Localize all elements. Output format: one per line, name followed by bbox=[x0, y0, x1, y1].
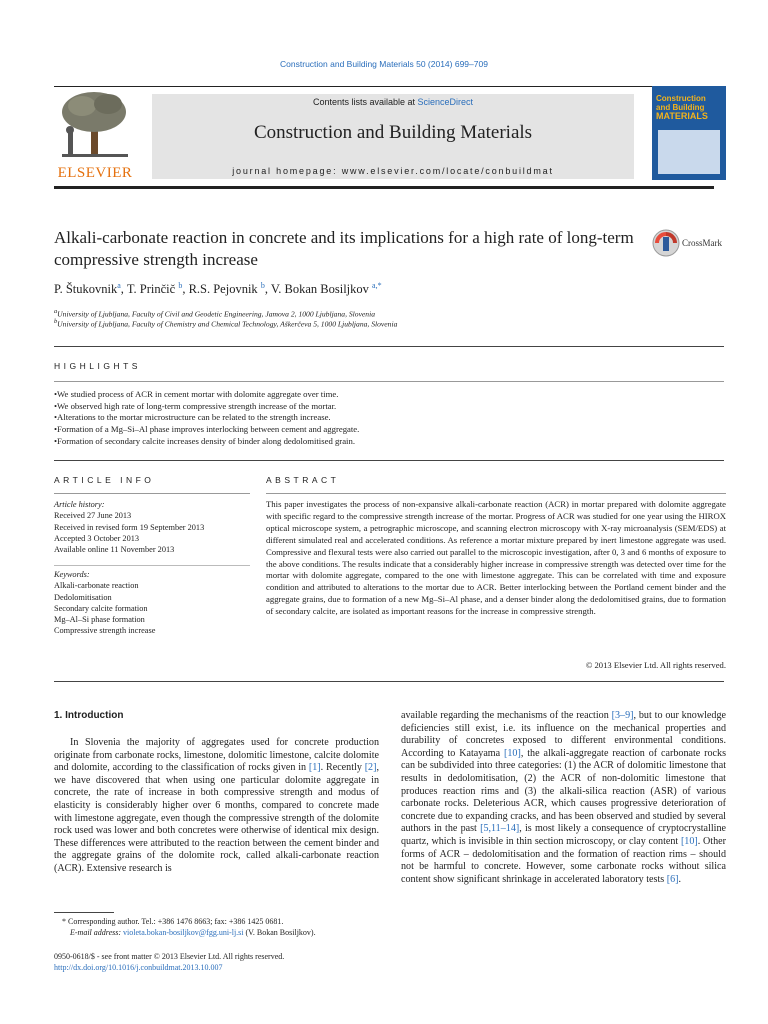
affiliation-marker[interactable]: a,* bbox=[372, 281, 382, 290]
section-rule bbox=[54, 381, 724, 382]
contents-prefix: Contents lists available at bbox=[312, 97, 418, 107]
highlight-item: • Formation of secondary calcite increases density of binder along dedolomitised grain. bbox=[54, 436, 734, 448]
author-name: T. Prinčič bbox=[126, 282, 176, 297]
journal-cover-thumbnail[interactable] bbox=[652, 86, 726, 180]
author-name: V. Bokan Bosiljkov bbox=[270, 282, 369, 297]
abstract-heading: ABSTRACT bbox=[266, 475, 340, 485]
crossmark-icon bbox=[652, 229, 680, 257]
affiliation-sup: a bbox=[54, 308, 58, 315]
keyword: Mg–Al–Si phase formation bbox=[54, 615, 145, 625]
section-rule bbox=[54, 460, 724, 461]
author-name: P. Štukovnik bbox=[54, 282, 118, 297]
affiliation-marker[interactable]: b bbox=[178, 281, 183, 290]
header-top-rule bbox=[54, 86, 714, 87]
header-bottom-rule bbox=[54, 186, 714, 189]
body-text: , is most likely a consequence of cryptocrystalline quartz, which is invisible in thin section microscopy, or clay content bbox=[401, 823, 726, 847]
footnote bbox=[54, 916, 384, 938]
corresponding-text: Corresponding author. Tel.: +386 1476 8663; fax: +386 1425 0681. bbox=[68, 917, 284, 926]
reference-link[interactable]: [3–9] bbox=[611, 710, 634, 721]
affiliation-text: University of Ljubljana, Faculty of Civil and Geodetic Engineering, Jamova 2, 1000 Ljubljana, Slovenia bbox=[57, 309, 376, 319]
history-entry: Received 27 June 2013 bbox=[54, 511, 132, 521]
doi-link[interactable]: http://dx.doi.org/10.1016/j.conbuildmat.2013.10.007 bbox=[54, 963, 223, 972]
elsevier-wordmark: ELSEVIER bbox=[57, 165, 133, 181]
highlights-heading: HIGHLIGHTS bbox=[54, 361, 141, 371]
affiliation bbox=[54, 308, 375, 319]
keyword: Alkali-carbonate reaction bbox=[54, 581, 139, 591]
reference-link[interactable]: [2] bbox=[364, 762, 377, 774]
keyword: Compressive strength increase bbox=[54, 626, 156, 636]
cover-title: Construction and Building MATERIALS bbox=[656, 94, 708, 121]
keyword: Dedolomitisation bbox=[54, 592, 112, 602]
section-rule bbox=[54, 681, 724, 682]
body-column-right bbox=[401, 710, 726, 886]
history-entry: Accepted 3 October 2013 bbox=[54, 533, 140, 543]
body-text: , we have discovered that when using one particular dolomite aggregate in concrete, the rate of increase in both compressive strength and modus of elasticity is considerably higher over 6 months, compared to concrete made with limestone aggregate, even though the compressive strength of the dolomite rock used was lower and both concretes were otherwise of identical mix design. These differences were attributed to the reaction between the cement binder and the aggregate grains of the dolomite rock, called alkali-carbonate reaction (ACR). Extensive research is bbox=[54, 762, 379, 874]
contents-line bbox=[152, 97, 634, 107]
reference-link[interactable]: [1] bbox=[308, 762, 321, 774]
highlight-item: • We observed high rate of long-term compressive strength increase of the mortar. bbox=[54, 401, 734, 413]
author-list: P. Štukovnik$^a$, T. Prinčič $^b$, R.S. Pejovnik $^b$, V. Bokan Bosiljkov $^{a,*}$ bbox=[54, 281, 382, 297]
article-info-heading: ARTICLE INFO bbox=[54, 475, 155, 485]
reference-link[interactable]: [10] bbox=[680, 835, 698, 847]
affiliation-marker[interactable]: b bbox=[260, 281, 265, 290]
email-link[interactable]: violeta.bokan-bosiljkov@fgg.uni-lj.si bbox=[123, 928, 244, 937]
paragraph bbox=[401, 710, 726, 886]
highlight-item: • We studied process of ACR in cement mortar with dolomite aggregate over time. bbox=[54, 389, 734, 401]
body-column-left bbox=[54, 737, 379, 876]
section-heading-introduction: 1. Introduction bbox=[54, 710, 124, 721]
journal-homepage[interactable]: journal homepage: www.elsevier.com/locate/conbuildmat bbox=[232, 166, 554, 176]
highlight-item: • Alterations to the mortar microstructure can be related to the strength increase. bbox=[54, 412, 734, 424]
info-divider bbox=[54, 565, 250, 566]
highlight-item: • Formation of a Mg–Si–Al phase improves interlocking between cement and aggregate. bbox=[54, 424, 734, 436]
body-text: , the alkali-aggregate reaction of carbonate rocks can be subdivided into three categories: (1) the ACR of dolomitic limestone that results in dedolomitisation, (2) the ACR of non-dolomitic limestone that produces reaction rims and (3) the alkali-silica reaction (ASR) of various carbonate rocks. Deleterious ACR, which causes progressive deterioration of concrete due to expanding cracks, and has been observed and studied by several authors in the past bbox=[401, 747, 726, 835]
crossmark-label: CrossMark bbox=[682, 238, 722, 248]
paragraph bbox=[54, 737, 379, 876]
affiliation-marker[interactable]: a bbox=[117, 281, 121, 290]
info-rule bbox=[54, 493, 250, 494]
highlights-list bbox=[54, 389, 734, 448]
body-text: . Recently bbox=[320, 762, 365, 774]
reference-link[interactable]: [5,11–14] bbox=[480, 823, 520, 835]
body-text: In Slovenia the majority of aggregates used for concrete production originate from carbonate rocks, limestone, dolomitic limestone, calcite dolomite and dolomite, according to the classification of rocks given in bbox=[54, 737, 379, 774]
email-suffix: (V. Bokan Bosiljkov). bbox=[245, 928, 316, 937]
affiliation bbox=[54, 318, 397, 329]
history-entry: Received in revised form 19 September 2013 bbox=[54, 522, 205, 532]
sciencedirect-link[interactable]: ScienceDirect bbox=[417, 97, 474, 107]
corresponding-author-note bbox=[54, 916, 384, 927]
body-text: . bbox=[678, 873, 682, 885]
article-title: Alkali-carbonate reaction in concrete and its implications for a high rate of long-term compressive strength increase bbox=[54, 228, 634, 269]
abstract-copyright: © 2013 Elsevier Ltd. All rights reserved. bbox=[585, 660, 726, 670]
keywords-label: Keywords: bbox=[54, 570, 90, 579]
body-text: . Other forms of ACR – dedolomitisation and the formation of reaction rims – should not be harmful to concrete. However, some carbonate rocks without silica content show significant shrinkage in accelerated laboratory tests bbox=[401, 835, 726, 885]
body-text: available regarding the mechanisms of the reaction bbox=[401, 710, 612, 721]
article-history bbox=[54, 499, 234, 555]
journal-banner bbox=[152, 94, 634, 179]
section-rule bbox=[54, 346, 724, 347]
affiliation-text: University of Ljubljana, Faculty of Chemistry and Chemical Technology, Aškerčeva 5, 1000 Ljubljana, Slovenia bbox=[57, 319, 398, 329]
history-label: Article history: bbox=[54, 500, 105, 509]
journal-citation-link[interactable]: Construction and Building Materials 50 (2014) 699–709 bbox=[280, 59, 488, 69]
reference-link[interactable]: [10] bbox=[504, 747, 521, 759]
email-label: E-mail address: bbox=[70, 928, 122, 937]
keyword: Secondary calcite formation bbox=[54, 603, 148, 613]
email-line bbox=[54, 927, 384, 938]
issn-line: 0950-0618/$ - see front matter © 2013 Elsevier Ltd. All rights reserved. bbox=[54, 952, 285, 961]
body-text: , but to our knowledge deficiencies still exist, i.e. its influence on the mechanical properties and durability of concretes exposed to different environmental conditions. According to Katayama bbox=[401, 710, 726, 759]
abstract-text: This paper investigates the process of non-expansive alkali-carbonate reaction (ACR) in mortar prepared with dolomite aggregate with specific regard to the compressive strength increase of the mortar. Progress of ACR was studied for one year using the HIROX optical microscope system, a petrographic microscope, and scanning electron microscopy with X-ray microanalysis (SEM/EDS) at different simulated real and accelerated conditions. As reference a mortar mixture prepared by inert limestone aggregate was used. Compressive and flexural tests were also carried out parallel to the microscopic investigation, after 0, 3 and 6 months of exposure to the above conditions. The results indicate that a considerably higher increase in compressive strength was detected over time for the mortar with dolomite aggregate, compared to the one with limestone aggregate. This can be correlated with time and exposure condition and attributed to alterations to the mortar due to ACR. Better interlocking between the Portland cement binder and the aggregate grains, due to formation of a new Mg–Si–Al phase, and a denser binder along the dedolomitised grains, due to formation of secondary calcite, are isolated as important reasons for the increase in compressive strength. bbox=[266, 499, 726, 617]
crossmark-badge[interactable] bbox=[652, 228, 732, 258]
author-name: R.S. Pejovnik bbox=[188, 282, 258, 297]
history-entry: Available online 11 November 2013 bbox=[54, 545, 175, 555]
asterisk-marker: * bbox=[62, 917, 66, 926]
journal-name: Construction and Building Materials bbox=[253, 122, 533, 143]
cover-image bbox=[658, 130, 720, 174]
affiliation-sup: b bbox=[54, 318, 58, 325]
reference-link[interactable]: [6] bbox=[666, 873, 679, 885]
keywords-block bbox=[54, 569, 234, 637]
abstract-rule bbox=[266, 493, 726, 494]
footnote-rule bbox=[54, 912, 114, 913]
